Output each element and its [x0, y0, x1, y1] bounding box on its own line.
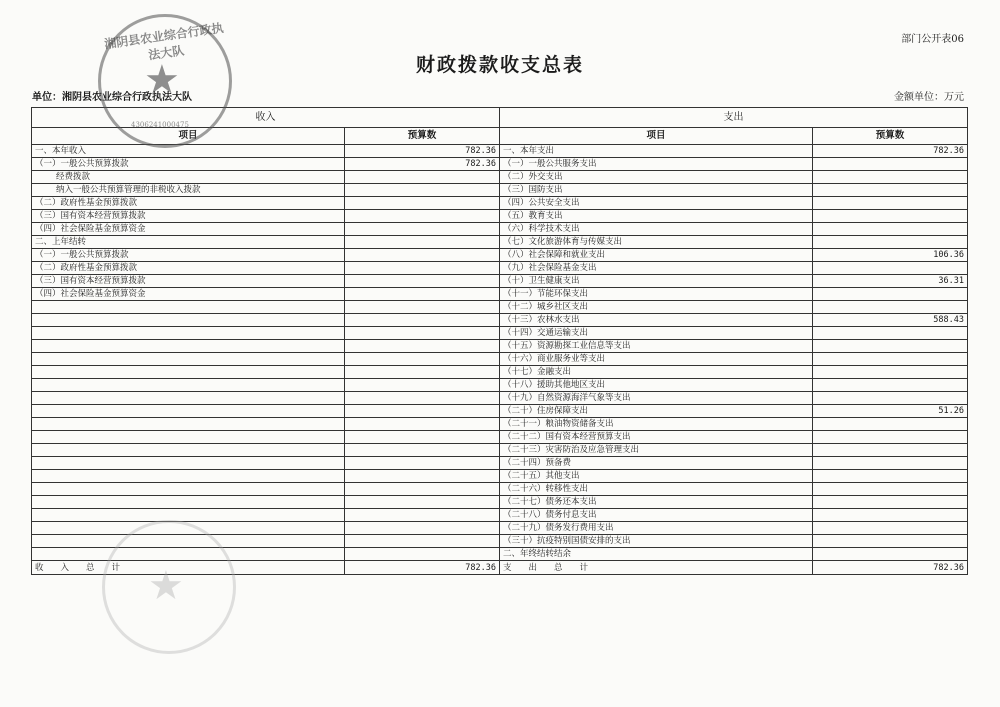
expense-item: （二十六）转移性支出: [500, 483, 813, 496]
table-row: [32, 509, 968, 522]
income-budget-value: [345, 405, 500, 418]
expense-item: （十四）交通运输支出: [500, 327, 813, 340]
expense-item: （十三）农林水支出: [500, 314, 813, 327]
income-item: [32, 470, 345, 483]
income-item: [32, 327, 345, 340]
income-budget-value: [345, 223, 500, 236]
expense-item: （二十三）灾害防治及应急管理支出: [500, 444, 813, 457]
income-item-header: 项目: [32, 128, 345, 145]
income-budget-value: [345, 431, 500, 444]
income-item: [32, 340, 345, 353]
expense-item: （二）外交支出: [500, 171, 813, 184]
expense-item: （十八）援助其他地区支出: [500, 379, 813, 392]
income-total-value: 782.36: [345, 561, 500, 575]
expense-item: （二十五）其他支出: [500, 470, 813, 483]
expense-item: （二十）住房保障支出: [500, 405, 813, 418]
income-item: 一、本年收入: [32, 145, 345, 158]
expense-item: （十九）自然资源海洋气象等支出: [500, 392, 813, 405]
expense-item: （二十九）债务发行费用支出: [500, 522, 813, 535]
seal-code: 4306241000475: [131, 121, 189, 129]
income-item: [32, 509, 345, 522]
income-item: （一）一般公共预算拨款: [32, 158, 345, 171]
expense-budget-value: [813, 262, 968, 275]
income-budget-value: 782.36: [345, 145, 500, 158]
income-budget-value: [345, 236, 500, 249]
income-item: （二）政府性基金预算拨款: [32, 262, 345, 275]
income-budget-value: [345, 184, 500, 197]
income-item: [32, 431, 345, 444]
expense-budget-value: [813, 366, 968, 379]
income-item: [32, 314, 345, 327]
page-title: 财政拨款收支总表: [415, 54, 584, 76]
table-row: [32, 249, 968, 262]
income-budget-value: [345, 548, 500, 561]
expense-budget-value: [813, 483, 968, 496]
expense-budget-value: [813, 184, 968, 197]
expense-item: （十五）资源勘探工业信息等支出: [500, 340, 813, 353]
expense-budget-value: [813, 288, 968, 301]
table-row: [32, 184, 968, 197]
income-item: [32, 522, 345, 535]
expense-budget-value: 782.36: [813, 145, 968, 158]
expense-budget-value: [813, 418, 968, 431]
expense-item: （二十四）预备费: [500, 457, 813, 470]
expense-item: （十二）城乡社区支出: [500, 301, 813, 314]
table-row: [32, 431, 968, 444]
income-item: （二）政府性基金预算拨款: [32, 197, 345, 210]
income-item: （一）一般公共预算拨款: [32, 249, 345, 262]
expense-item: （三）国防支出: [500, 184, 813, 197]
table-row: [32, 340, 968, 353]
income-section-header: 收入: [32, 108, 500, 128]
expense-item: （十六）商业服务业等支出: [500, 353, 813, 366]
expense-budget-value: [813, 197, 968, 210]
expense-budget-value: [813, 535, 968, 548]
seal-text: 湘阴县农业综合行政执法大队: [103, 20, 225, 63]
income-item: [32, 535, 345, 548]
income-item: [32, 405, 345, 418]
income-budget-value: [345, 496, 500, 509]
income-item: 经费拨款: [32, 171, 345, 184]
expense-budget-value: [813, 457, 968, 470]
expense-budget-value: 106.36: [813, 249, 968, 262]
table-row: [32, 418, 968, 431]
income-item: （四）社会保险基金预算资金: [32, 223, 345, 236]
expense-item: （二十七）债务还本支出: [500, 496, 813, 509]
table-row: [32, 353, 968, 366]
income-item: [32, 301, 345, 314]
expense-budget-value: [813, 379, 968, 392]
table-row: [32, 275, 968, 288]
table-row: [32, 223, 968, 236]
expense-budget-value: [813, 509, 968, 522]
income-item: 二、上年结转: [32, 236, 345, 249]
expense-item: （十一）节能环保支出: [500, 288, 813, 301]
income-item: [32, 496, 345, 509]
expense-item: （三十）抗疫特别国债安排的支出: [500, 535, 813, 548]
expense-item: （二十一）粮油物资储备支出: [500, 418, 813, 431]
expense-budget-value: [813, 223, 968, 236]
table-row: [32, 158, 968, 171]
expense-budget-value: [813, 444, 968, 457]
expense-budget-value: 51.26: [813, 405, 968, 418]
income-item: [32, 353, 345, 366]
table-row: [32, 288, 968, 301]
expense-budget-value: [813, 210, 968, 223]
expense-budget-value: [813, 496, 968, 509]
expense-item: 一、本年支出: [500, 145, 813, 158]
table-row: [32, 535, 968, 548]
expense-budget-value: [813, 431, 968, 444]
income-budget-value: [345, 366, 500, 379]
expense-item: （六）科学技术支出: [500, 223, 813, 236]
expense-item: （四）公共安全支出: [500, 197, 813, 210]
table-row: [32, 470, 968, 483]
income-budget-value: [345, 288, 500, 301]
income-budget-value: [345, 262, 500, 275]
amount-unit: 金额单位：万元: [894, 92, 964, 103]
income-budget-header: 预算数: [345, 128, 500, 145]
income-budget-value: [345, 522, 500, 535]
expense-item: （十七）金融支出: [500, 366, 813, 379]
expense-budget-value: [813, 327, 968, 340]
expense-budget-value: [813, 340, 968, 353]
income-budget-value: [345, 392, 500, 405]
income-budget-value: [345, 457, 500, 470]
expense-budget-value: [813, 171, 968, 184]
table-row: [32, 301, 968, 314]
income-item: [32, 418, 345, 431]
income-item: [32, 457, 345, 470]
income-budget-value: [345, 249, 500, 262]
form-number: 部门公开表06: [901, 34, 964, 45]
expense-item: （十）卫生健康支出: [500, 275, 813, 288]
income-item: [32, 379, 345, 392]
expense-item: （二十八）债务付息支出: [500, 509, 813, 522]
income-budget-value: [345, 301, 500, 314]
table-row: [32, 483, 968, 496]
expense-budget-value: [813, 548, 968, 561]
table-row: [32, 522, 968, 535]
income-budget-value: [345, 340, 500, 353]
expense-item: （九）社会保险基金支出: [500, 262, 813, 275]
expense-budget-value: [813, 158, 968, 171]
table-row: [32, 444, 968, 457]
income-budget-value: [345, 509, 500, 522]
income-budget-value: [345, 535, 500, 548]
expense-total-label: 支 出 总 计: [500, 561, 813, 575]
income-item: [32, 483, 345, 496]
income-total-label: 收 入 总 计: [32, 561, 345, 575]
table-row: [32, 327, 968, 340]
expense-total-value: 782.36: [813, 561, 968, 575]
table-row: [32, 548, 968, 561]
expense-budget-value: [813, 236, 968, 249]
income-item: （四）社会保险基金预算资金: [32, 288, 345, 301]
expense-budget-value: [813, 522, 968, 535]
income-budget-value: [345, 379, 500, 392]
expense-item: （一）一般公共服务支出: [500, 158, 813, 171]
table-row: [32, 210, 968, 223]
income-item: [32, 548, 345, 561]
income-budget-value: [345, 444, 500, 457]
table-row: [32, 145, 968, 158]
expense-item-header: 项目: [500, 128, 813, 145]
seal-star-icon: ★: [144, 57, 180, 103]
table-row: [32, 379, 968, 392]
table-row: [32, 314, 968, 327]
table-row: [32, 457, 968, 470]
income-item: [32, 392, 345, 405]
expense-budget-value: [813, 353, 968, 366]
table-row: [32, 405, 968, 418]
table-row: [32, 262, 968, 275]
income-item: （三）国有资本经营预算拨款: [32, 275, 345, 288]
income-item: [32, 366, 345, 379]
total-row: [32, 561, 968, 575]
income-budget-value: [345, 353, 500, 366]
budget-table: [31, 107, 968, 575]
expense-item: 二、年终结转结余: [500, 548, 813, 561]
income-budget-value: [345, 418, 500, 431]
table-row: [32, 392, 968, 405]
expense-item: （八）社会保障和就业支出: [500, 249, 813, 262]
income-item: 纳入一般公共预算管理的非税收入拨款: [32, 184, 345, 197]
income-budget-value: [345, 210, 500, 223]
organization-unit: 单位：湘阴县农业综合行政执法大队: [32, 92, 192, 103]
expense-budget-value: [813, 470, 968, 483]
table-row: [32, 236, 968, 249]
expense-item: （五）教育支出: [500, 210, 813, 223]
table-row: [32, 496, 968, 509]
income-budget-value: [345, 483, 500, 496]
income-item: [32, 444, 345, 457]
income-budget-value: [345, 171, 500, 184]
table-row: [32, 171, 968, 184]
income-budget-value: 782.36: [345, 158, 500, 171]
income-item: （三）国有资本经营预算拨款: [32, 210, 345, 223]
income-budget-value: [345, 470, 500, 483]
expense-budget-value: [813, 392, 968, 405]
income-budget-value: [345, 327, 500, 340]
expense-budget-value: 588.43: [813, 314, 968, 327]
income-budget-value: [345, 314, 500, 327]
table-row: [32, 366, 968, 379]
expense-item: （二十二）国有资本经营预算支出: [500, 431, 813, 444]
expense-section-header: 支出: [500, 108, 968, 128]
faint-seal-star-icon: ★: [148, 563, 184, 609]
income-budget-value: [345, 197, 500, 210]
expense-budget-value: [813, 301, 968, 314]
expense-item: （七）文化旅游体育与传媒支出: [500, 236, 813, 249]
income-budget-value: [345, 275, 500, 288]
expense-budget-header: 预算数: [813, 128, 968, 145]
table-row: [32, 197, 968, 210]
expense-budget-value: 36.31: [813, 275, 968, 288]
